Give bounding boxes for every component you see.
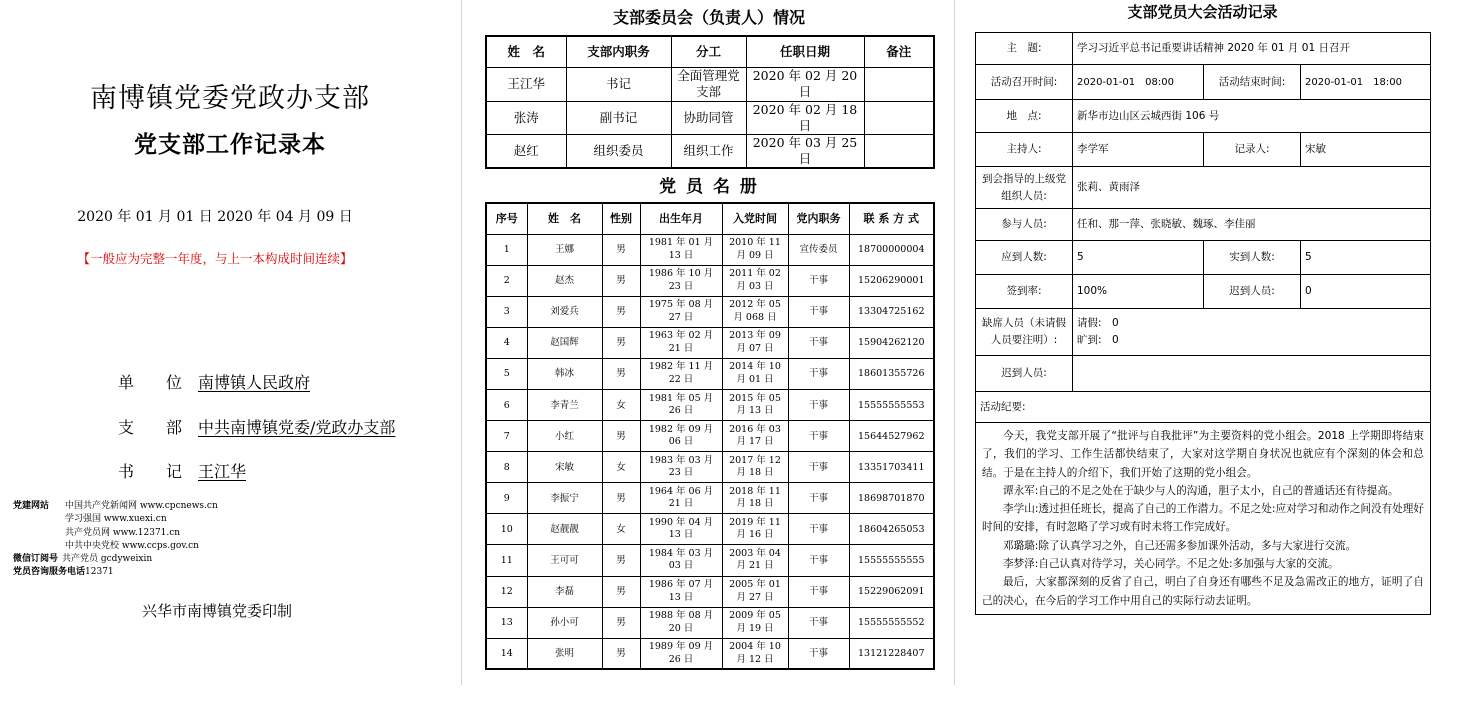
- table-row: [976, 33, 1431, 65]
- table-row: [486, 296, 934, 327]
- page-divider: [461, 0, 462, 685]
- minutes-paragraph: 李梦泽:自己认真对待学习，关心同学。不足之处:多加强与大家的交流。: [1003, 558, 1339, 571]
- place-label: 地 点:: [976, 100, 1073, 133]
- table-cell: 李振宁: [527, 483, 602, 514]
- table-cell: 2005 年 01 月 27 日: [722, 576, 788, 607]
- column-header: 出生年月: [640, 203, 722, 234]
- table-cell: 男: [602, 265, 640, 296]
- table-cell: 男: [602, 421, 640, 452]
- table-cell: 干事: [788, 638, 849, 669]
- table-cell: 干事: [788, 607, 849, 638]
- minutes-paragraph: 邓璐璐:除了认真学习之外，自己还需多参加课外活动，多与大家进行交流。: [1003, 539, 1357, 552]
- cover-page: [0, 0, 460, 703]
- table-cell: 2015 年 05 月 13 日: [722, 389, 788, 420]
- table-cell: 1984 年 03 月 03 日: [640, 545, 722, 576]
- column-header: 支部内职务: [566, 36, 671, 67]
- table-cell: 1981 年 05 月 26 日: [640, 389, 722, 420]
- table-cell: 2017 年 12 月 18 日: [722, 452, 788, 483]
- committee-table: [485, 35, 935, 169]
- table-cell: 1981 年 01 月 13 日: [640, 234, 722, 265]
- reference-links: [13, 500, 218, 580]
- branch-value: 中共南博镇党委/党政办支部: [198, 418, 396, 437]
- table-row: 王江华 书记 全面管理党支部 2020 年 02 月 20 日: [486, 67, 934, 101]
- table-cell: 干事: [788, 358, 849, 389]
- table-cell: 4: [486, 327, 527, 358]
- table-cell: 5: [486, 358, 527, 389]
- column-header: 姓 名: [527, 203, 602, 234]
- secretary-label: 书 记: [118, 462, 183, 481]
- column-header: 序号: [486, 203, 527, 234]
- late-count-label: 迟到人员:: [1204, 275, 1301, 309]
- minutes-body: [976, 423, 1431, 615]
- roster-title: 党 员 名 册: [659, 177, 759, 197]
- minutes-label: 活动纪要:: [976, 392, 1431, 423]
- meeting-record-table: [975, 32, 1431, 615]
- table-cell: 15904262120: [849, 327, 934, 358]
- actual-label: 实到人数:: [1204, 241, 1301, 275]
- table-cell: 男: [602, 483, 640, 514]
- table-cell: 干事: [788, 576, 849, 607]
- late-value: [1073, 356, 1431, 392]
- participants-value: 任和、那一萍、张晓敏、魏琢、李佳丽: [1073, 209, 1431, 241]
- table-header-row: [486, 36, 934, 67]
- table-cell: 宋敏: [527, 452, 602, 483]
- page-divider: [954, 0, 955, 685]
- table-cell: 18604265053: [849, 514, 934, 545]
- table-cell: 11: [486, 545, 527, 576]
- signin-label: 签到率:: [976, 275, 1073, 309]
- column-header: 任职日期: [746, 36, 864, 67]
- table-cell: 2: [486, 265, 527, 296]
- table-cell: 2011 年 02 月 03 日: [722, 265, 788, 296]
- table-row: [976, 423, 1431, 615]
- table-cell: 10: [486, 514, 527, 545]
- table-cell: 2018 年 11 月 18 日: [722, 483, 788, 514]
- table-row: [976, 275, 1431, 309]
- table-cell: 刘爱兵: [527, 296, 602, 327]
- table-cell: 男: [602, 296, 640, 327]
- organization-name: 南博镇党委党政办支部: [90, 83, 370, 114]
- table-cell: 15206290001: [849, 265, 934, 296]
- late-label: 迟到人员:: [976, 356, 1073, 392]
- expected-label: 应到人数:: [976, 241, 1073, 275]
- table-cell: 干事: [788, 483, 849, 514]
- start-value: 2020-01-01 08:00: [1073, 65, 1204, 100]
- column-header: 联 系 方 式: [849, 203, 934, 234]
- table-cell: 2013 年 09 月 07 日: [722, 327, 788, 358]
- absent-label: 缺席人员（未请假人员要注明）:: [976, 309, 1073, 356]
- table-cell: 7: [486, 421, 527, 452]
- table-cell: 男: [602, 638, 640, 669]
- absent-value: [1073, 309, 1431, 356]
- table-cell: 小红: [527, 421, 602, 452]
- table-cell: 2010 年 11 月 09 日: [722, 234, 788, 265]
- table-row: [486, 327, 934, 358]
- table-row: [976, 133, 1431, 167]
- recorder-value: 宋敏: [1301, 133, 1431, 167]
- link-row: 党员咨询服务电话12371: [13, 567, 114, 578]
- link-row: 学习强国 www.xuexi.cn: [65, 514, 167, 525]
- topic-label: 主 题:: [976, 33, 1073, 65]
- table-cell: 男: [602, 327, 640, 358]
- table-row: [976, 356, 1431, 392]
- table-cell: 女: [602, 514, 640, 545]
- expected-value: 5: [1073, 241, 1204, 275]
- unit-value: 南博镇人民政府: [198, 373, 311, 392]
- column-header: 入党时间: [722, 203, 788, 234]
- link-row: 党建网站 中国共产党新闻网 www.cpcnews.cn: [13, 501, 218, 511]
- table-cell: 干事: [788, 514, 849, 545]
- table-cell: 15644527962: [849, 421, 934, 452]
- table-row: [486, 421, 934, 452]
- table-cell: 1975 年 08 月 27 日: [640, 296, 722, 327]
- table-row: [976, 167, 1431, 209]
- table-cell: 1983 年 03 月 23 日: [640, 452, 722, 483]
- column-header: 党内职务: [788, 203, 849, 234]
- guide-label: 到会指导的上级党组织人员:: [976, 167, 1073, 209]
- table-cell: 干事: [788, 421, 849, 452]
- unit-row: [118, 370, 310, 393]
- secretary-value: 王江华: [198, 462, 247, 481]
- table-cell: 15555555552: [849, 607, 934, 638]
- table-cell: 2014 年 10 月 01 日: [722, 358, 788, 389]
- table-cell: 9: [486, 483, 527, 514]
- table-cell: 13304725162: [849, 296, 934, 327]
- table-cell: 2003 年 04 月 21 日: [722, 545, 788, 576]
- topic-value: 学习习近平总书记重要讲话精神 2020 年 01 月 01 日召开: [1073, 33, 1431, 65]
- table-row: [976, 65, 1431, 100]
- table-row: [486, 576, 934, 607]
- book-title: 党支部工作记录本: [134, 131, 326, 158]
- table-cell: 2012 年 05 月 068 日: [722, 296, 788, 327]
- participants-label: 参与人员:: [976, 209, 1073, 241]
- table-cell: 韩冰: [527, 358, 602, 389]
- table-cell: 1: [486, 234, 527, 265]
- table-cell: 18698701870: [849, 483, 934, 514]
- table-cell: 女: [602, 389, 640, 420]
- table-cell: 干事: [788, 389, 849, 420]
- table-cell: 王娜: [527, 234, 602, 265]
- table-row: [976, 309, 1431, 356]
- table-cell: 15555555553: [849, 389, 934, 420]
- table-cell: 干事: [788, 296, 849, 327]
- column-header: 分工: [671, 36, 746, 67]
- table-cell: 1989 年 09 月 26 日: [640, 638, 722, 669]
- link-row: 微信订阅号 共产党员 gcdyweixin: [13, 554, 153, 565]
- table-cell: 男: [602, 234, 640, 265]
- table-cell: 1990 年 04 月 13 日: [640, 514, 722, 545]
- table-cell: 干事: [788, 452, 849, 483]
- table-cell: 赵国辉: [527, 327, 602, 358]
- signin-value: 100%: [1073, 275, 1204, 309]
- table-cell: 李青兰: [527, 389, 602, 420]
- table-cell: 孙小可: [527, 607, 602, 638]
- red-note: 【一般应为完整一年度，与上一本构成时间连续】: [77, 251, 353, 266]
- table-cell: 13121228407: [849, 638, 934, 669]
- committee-title: 支部委员会（负责人）情况: [612, 8, 805, 27]
- table-cell: 3: [486, 296, 527, 327]
- place-value: 新华市边山区云城西街 106 号: [1073, 100, 1431, 133]
- table-cell: 1982 年 09 月 06 日: [640, 421, 722, 452]
- table-cell: 2019 年 11 月 16 日: [722, 514, 788, 545]
- table-cell: 干事: [788, 265, 849, 296]
- unit-label: 单 位: [118, 373, 183, 392]
- table-cell: 2009 年 05 月 19 日: [722, 607, 788, 638]
- table-row: [976, 209, 1431, 241]
- table-cell: 男: [602, 545, 640, 576]
- table-cell: 18601355726: [849, 358, 934, 389]
- end-value: 2020-01-01 18:00: [1301, 65, 1431, 100]
- table-row: [486, 234, 934, 265]
- table-row: [486, 265, 934, 296]
- column-header: 姓 名: [486, 36, 566, 67]
- table-row: [486, 607, 934, 638]
- table-row: [486, 452, 934, 483]
- table-row: [976, 100, 1431, 133]
- table-cell: 2004 年 10 月 12 日: [722, 638, 788, 669]
- table-cell: 1963 年 02 月 21 日: [640, 327, 722, 358]
- table-cell: 王可可: [527, 545, 602, 576]
- table-row: [976, 241, 1431, 275]
- absent-leave: 请假: 0: [1077, 317, 1119, 329]
- column-header: 备注: [864, 36, 934, 67]
- table-row: [486, 545, 934, 576]
- table-cell: 2016 年 03 月 17 日: [722, 421, 788, 452]
- record-title: 支部党员大会活动记录: [1127, 3, 1278, 21]
- table-cell: 干事: [788, 327, 849, 358]
- table-cell: 6: [486, 389, 527, 420]
- table-cell: 赵杰: [527, 265, 602, 296]
- table-cell: 赵靓靓: [527, 514, 602, 545]
- table-cell: 14: [486, 638, 527, 669]
- table-row: [486, 514, 934, 545]
- printer-line: 兴华市南博镇党委印制: [141, 602, 292, 620]
- table-row: [486, 638, 934, 669]
- table-row: [486, 483, 934, 514]
- table-cell: 18700000004: [849, 234, 934, 265]
- table-cell: 1986 年 10 月 23 日: [640, 265, 722, 296]
- link-row: 中共中央党校 www.ccps.gov.cn: [65, 540, 199, 551]
- table-cell: 13351703411: [849, 452, 934, 483]
- table-cell: 8: [486, 452, 527, 483]
- guide-value: 张莉、黄雨泽: [1073, 167, 1431, 209]
- table-header-row: [486, 203, 934, 234]
- minutes-paragraph: 谭永军:自己的不足之处在于缺少与人的沟通，胆子太小，自己的普通话还有待提高。: [1003, 484, 1399, 497]
- start-label: 活动召开时间:: [976, 65, 1073, 100]
- table-cell: 男: [602, 358, 640, 389]
- table-row: [486, 389, 934, 420]
- table-cell: 15555555555: [849, 545, 934, 576]
- table-cell: 干事: [788, 545, 849, 576]
- recorder-label: 记录人:: [1204, 133, 1301, 167]
- table-row: [486, 358, 934, 389]
- branch-row: [118, 415, 395, 438]
- table-cell: 1986 年 07 月 13 日: [640, 576, 722, 607]
- host-label: 主持人:: [976, 133, 1073, 167]
- table-cell: 男: [602, 576, 640, 607]
- minutes-paragraph: 今天，我党支部开展了“批评与自我批评”为主要资料的党小组会。2018 上学期即将结束了，我们的学习、工作生活都快结束了，大家对这学期自身状况也就应有个深刻的体会和总结。于是在主持人的介绍下，我们开始了这期的党小组会。: [982, 430, 1425, 479]
- minutes-paragraph: 李学山:透过担任班长，提高了自己的工作潜力。不足之处:应对学习和动作之间没有处理好时间的安排，有时忽略了学习或有时未将工作完成好。: [982, 503, 1425, 534]
- end-label: 活动结束时间:: [1204, 65, 1301, 100]
- table-cell: 女: [602, 452, 640, 483]
- table-cell: 1988 年 08 月 20 日: [640, 607, 722, 638]
- table-cell: 张明: [527, 638, 602, 669]
- table-cell: 宣传委员: [788, 234, 849, 265]
- member-roster-table: [485, 202, 935, 670]
- absent-skip: 旷到: 0: [1077, 334, 1119, 346]
- host-value: 李学军: [1073, 133, 1204, 167]
- branch-label: 支 部: [118, 418, 183, 437]
- table-cell: 13: [486, 607, 527, 638]
- table-cell: 1982 年 11 月 22 日: [640, 358, 722, 389]
- minutes-paragraph: 最后，大家都深刻的反省了自己，明白了自身还有哪些不足及急需改正的地方，证明了自己的决心，在今后的学习工作中用自己的实际行动去证明。: [982, 576, 1425, 607]
- table-cell: 李磊: [527, 576, 602, 607]
- late-count-value: 0: [1301, 275, 1431, 309]
- table-cell: 男: [602, 607, 640, 638]
- table-row: [976, 392, 1431, 423]
- table-cell: 12: [486, 576, 527, 607]
- table-row: 赵红 组织委员 组织工作 2020 年 03 月 25 日: [486, 134, 934, 168]
- secretary-row: [118, 459, 246, 482]
- date-range: 2020 年 01 月 01 日 2020 年 04 月 09 日: [77, 209, 353, 225]
- table-cell: 15229062091: [849, 576, 934, 607]
- table-cell: 1964 年 06 月 21 日: [640, 483, 722, 514]
- actual-value: 5: [1301, 241, 1431, 275]
- link-row: 共产党员网 www.12371.cn: [65, 527, 181, 538]
- column-header: 性别: [602, 203, 640, 234]
- table-row: 张涛 副书记 协助同管 2020 年 02 月 18 日: [486, 101, 934, 134]
